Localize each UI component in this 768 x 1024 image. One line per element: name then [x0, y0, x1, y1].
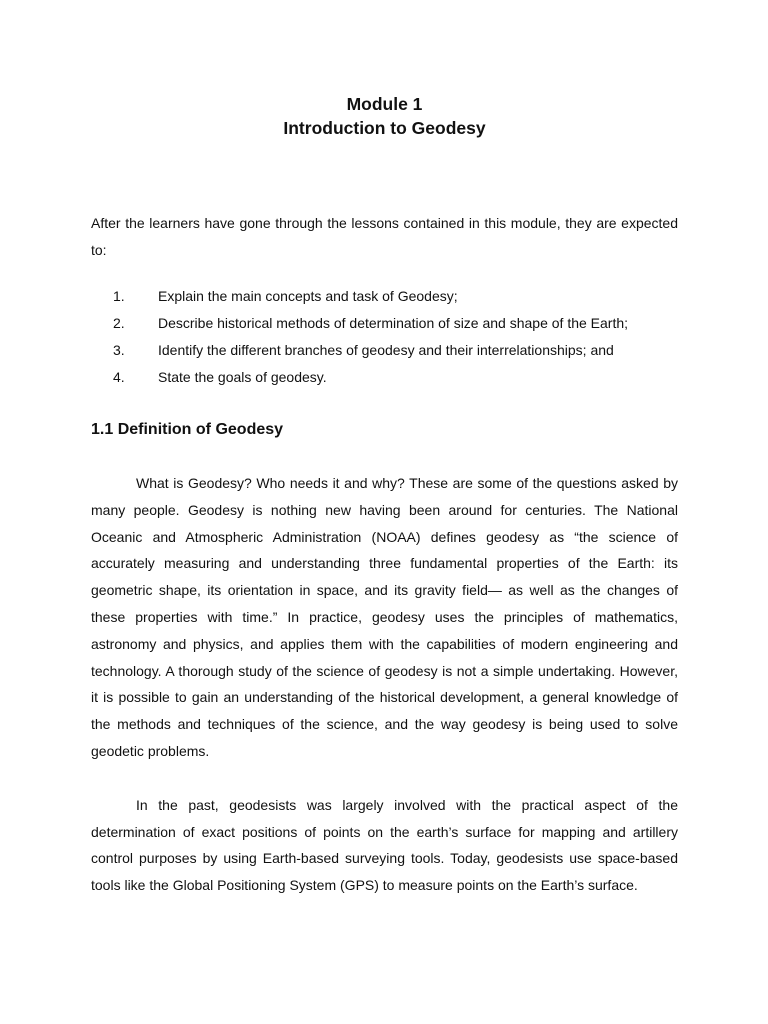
list-item-text: Describe historical methods of determination of size and shape of the Earth; [158, 315, 629, 331]
list-item [91, 337, 678, 364]
body-paragraph: What is Geodesy? Who needs it and why? These are some of the questions asked by many people. Geodesy is nothing new having been around for centuries. The National Oceanic and Atmospheric Administration (NOAA) defines geodesy as “the science of accurately measuring and understanding three fundamental properties of the Earth: its geometric shape, its orientation in space, and its gravity field— as well as the changes of these properties with time.” In practice, geodesy uses the principles of mathematics, astronomy and physics, and applies them with the capabilities of modern engineering and technology. A thorough study of the science of geodesy is not a simple undertaking. However, it is possible to gain an understanding of the historical development, a general knowledge of the methods and techniques of the science, and the way geodesy is being used to solve geodetic problems. [91, 475, 678, 759]
section-heading: 1.1 Definition of Geodesy [91, 421, 284, 438]
module-number: Module 1 [346, 94, 423, 114]
list-item-text: Identify the different branches of geodesy and their interrelationships; and [158, 342, 614, 358]
list-item-number: 2. [113, 315, 125, 331]
module-title [91, 92, 678, 140]
list-item-text: State the goals of geodesy. [158, 369, 327, 385]
list-item-text: Explain the main concepts and task of Geodesy; [158, 288, 458, 304]
intro-paragraph: After the learners have gone through the lessons contained in this module, they are expected to: [91, 215, 678, 258]
list-item-number: 1. [113, 288, 125, 304]
list-item [91, 310, 678, 337]
list-item [91, 364, 678, 391]
objectives-list [91, 283, 678, 391]
list-item-number: 3. [113, 342, 125, 358]
list-item [91, 283, 678, 310]
module-subtitle: Introduction to Geodesy [283, 118, 486, 138]
body-paragraph: In the past, geodesists was largely involved with the practical aspect of the determination of exact positions of points on the earth’s surface for mapping and artillery control purposes by using Earth-based surveying tools. Today, geodesists use space-based tools like the Global Positioning System (GPS) to measure points on the Earth’s surface. [91, 796, 678, 894]
list-item-number: 4. [113, 369, 125, 385]
